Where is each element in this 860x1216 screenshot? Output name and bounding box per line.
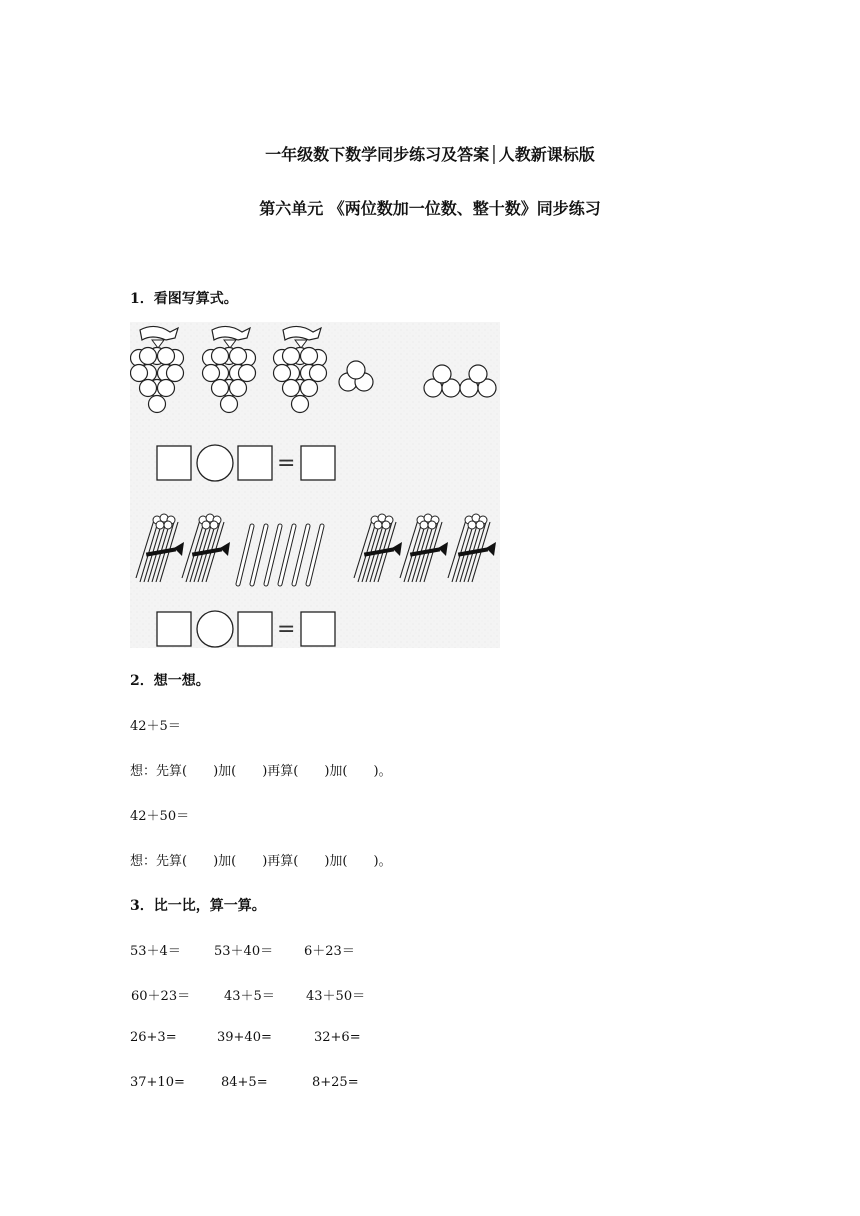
hint-line-1: 想：先算( )加( )再算( )加( )。: [130, 764, 392, 779]
answer-box: [301, 446, 335, 480]
equals-sign: =: [277, 617, 296, 642]
exercise-cell: 32+6=: [314, 1030, 361, 1045]
question-1-heading: 1．看图写算式。: [130, 291, 238, 307]
question-2-heading: 2．想一想。: [130, 673, 210, 689]
answer-box: [301, 612, 335, 646]
question-3-heading: 3．比一比，算一算。: [130, 898, 266, 914]
page-title: 一年级数下数学同步练习及答案│人教新课标版: [265, 145, 595, 164]
answer-box: [238, 446, 272, 480]
exercise-cell: 39+40=: [217, 1030, 272, 1045]
exercise-cell: 6＋23＝: [304, 944, 355, 959]
exercise-cell: 37+10=: [130, 1075, 185, 1090]
exercise-cell: 53＋40＝: [214, 944, 274, 959]
exercise-cell: 8+25=: [312, 1075, 359, 1090]
expression-2: 42＋50＝: [130, 809, 190, 824]
operator-circle: [197, 611, 233, 647]
exercise-cell: 84+5=: [221, 1075, 268, 1090]
operator-circle: [197, 445, 233, 481]
exercise-cell: 60＋23＝: [131, 989, 191, 1004]
exercise-cell: 26+3=: [130, 1030, 177, 1045]
answer-box: [157, 612, 191, 646]
exercise-cell: 43＋5＝: [224, 989, 275, 1004]
exercise-cell: 43＋50＝: [306, 989, 366, 1004]
hint-line-2: 想：先算( )加( )再算( )加( )。: [130, 854, 392, 869]
expression-1: 42＋5＝: [130, 719, 181, 734]
answer-box: [157, 446, 191, 480]
unit-subtitle: 第六单元 《两位数加一位数、整十数》同步练习: [259, 199, 601, 218]
answer-box: [238, 612, 272, 646]
equals-sign: =: [277, 451, 296, 476]
question-1-figure: [130, 322, 500, 648]
exercise-cell: 53＋4＝: [130, 944, 181, 959]
